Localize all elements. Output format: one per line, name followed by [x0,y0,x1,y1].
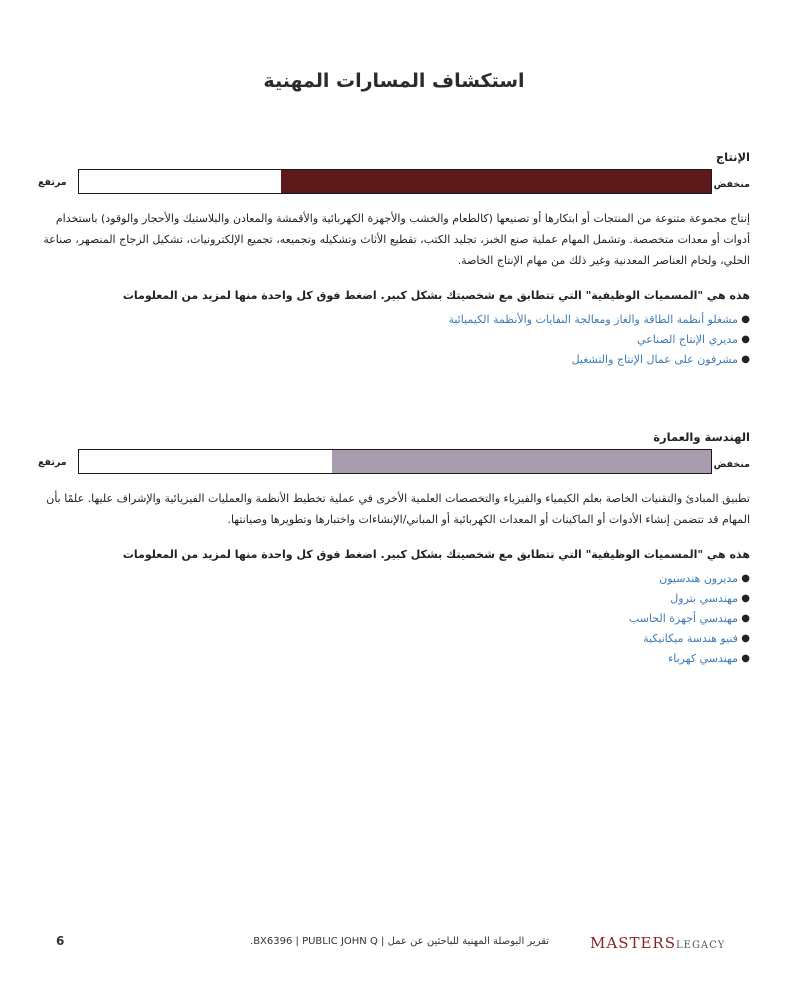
job-title[interactable]: مشرفون على عمال الإنتاج والتشغيل [571,353,738,366]
scale-high-label: مرتفع [38,457,67,468]
job-title[interactable]: مهندسي كهرباء [668,652,738,665]
job-link[interactable] [38,629,750,649]
interest-scale [38,448,750,478]
job-title[interactable]: مشغلو أنظمة الطاقة والغاز ومعالجة النفايات والأنظمة الكيميائية [448,313,738,326]
interest-scale [38,168,750,198]
interest-bar-fill [281,170,711,193]
section-title: الإنتاج [715,150,750,164]
page-number: 6 [56,934,65,948]
bullet-icon: ● [741,633,750,644]
job-title[interactable]: مهندسي أجهزة الحاسب [628,612,738,625]
job-link[interactable] [38,649,750,669]
job-title[interactable]: مديري الإنتاج الصناعي [637,333,738,346]
job-link[interactable] [38,350,750,370]
scale-high-label: مرتفع [38,177,67,188]
masters-legacy-logo [590,933,725,952]
job-link[interactable] [38,330,750,350]
job-titles-heading: هذه هي "المسميات الوظيفية" التي تتطابق مع شخصيتك بشكل كبير. اضغط فوق كل واحدة منها لمزيد من المعلومات [122,548,750,561]
interest-bar [78,449,712,474]
job-titles-list [38,310,750,370]
page-title: استكشاف المسارات المهنية [263,70,525,92]
interest-bar [78,169,712,194]
logo-sub-text: LEGACY [676,940,726,951]
bullet-icon: ● [741,613,750,624]
page-footer [0,934,788,954]
section-production [38,150,750,370]
bullet-icon: ● [741,653,750,664]
job-title[interactable]: مديرون هندسيون [659,572,738,585]
logo-main-text: MASTERS [590,934,676,952]
section-engineering [38,430,750,669]
scale-low-label: منخفض [713,459,750,470]
interest-bar-fill [332,450,711,473]
section-title: الهندسة والعمارة [653,430,750,444]
bullet-icon: ● [741,593,750,604]
scale-low-label: منخفض [713,179,750,190]
job-titles-list [38,569,750,669]
job-titles-heading: هذه هي "المسميات الوظيفية" التي تتطابق مع شخصيتك بشكل كبير. اضغط فوق كل واحدة منها لمزيد من المعلومات [122,289,750,302]
bullet-icon: ● [741,573,750,584]
job-link[interactable] [38,609,750,629]
section-description: تطبيق المبادئ والتقنيات الخاصة بعلم الكيمياء والفيزياء والتخصصات العلمية الأخرى في عملية تخطيط الأنظمة والعمليات الفيزيائية والإشراف عليها. علمًا بأن المهام قد تتضمن إنشاء الأدوات أو الماكينات أو المعدات الكهربائية أو المباني/الإنشاءات واختبارها وتطويرها وصيانتها. [46,492,750,526]
job-link[interactable] [38,589,750,609]
footer-report-info: تقرير البوصلة المهنية للباحثين عن عمل | BX6396 | PUBLIC JOHN Q. [250,936,550,947]
job-link[interactable] [38,569,750,589]
job-link[interactable] [38,310,750,330]
bullet-icon: ● [741,334,750,345]
job-title[interactable]: فنيو هندسة ميكانيكية [643,632,738,645]
job-title[interactable]: مهندسي بترول [670,592,738,605]
bullet-icon: ● [741,354,750,365]
bullet-icon: ● [741,314,750,325]
section-description: إنتاج مجموعة متنوعة من المنتجات أو ابتكارها أو تصنيعها (كالطعام والخشب والأجهزة الكهربائية والأقمشة والمعادن والبلاستيك والأحجار والوقود) باستخدام أدوات أو معدات متخصصة. وتشمل المهام عملية صنع الخبز، تجليد الكتب، تقطيع الأثاث وتشكيله وتجميعه، تجميع الإلكترونيات، تشكيل الزجاج المنصهر، صناعة الحلي، ولحام العناصر المعدنية وغير ذلك من مهام الإنتاج الخاصة. [43,212,750,267]
